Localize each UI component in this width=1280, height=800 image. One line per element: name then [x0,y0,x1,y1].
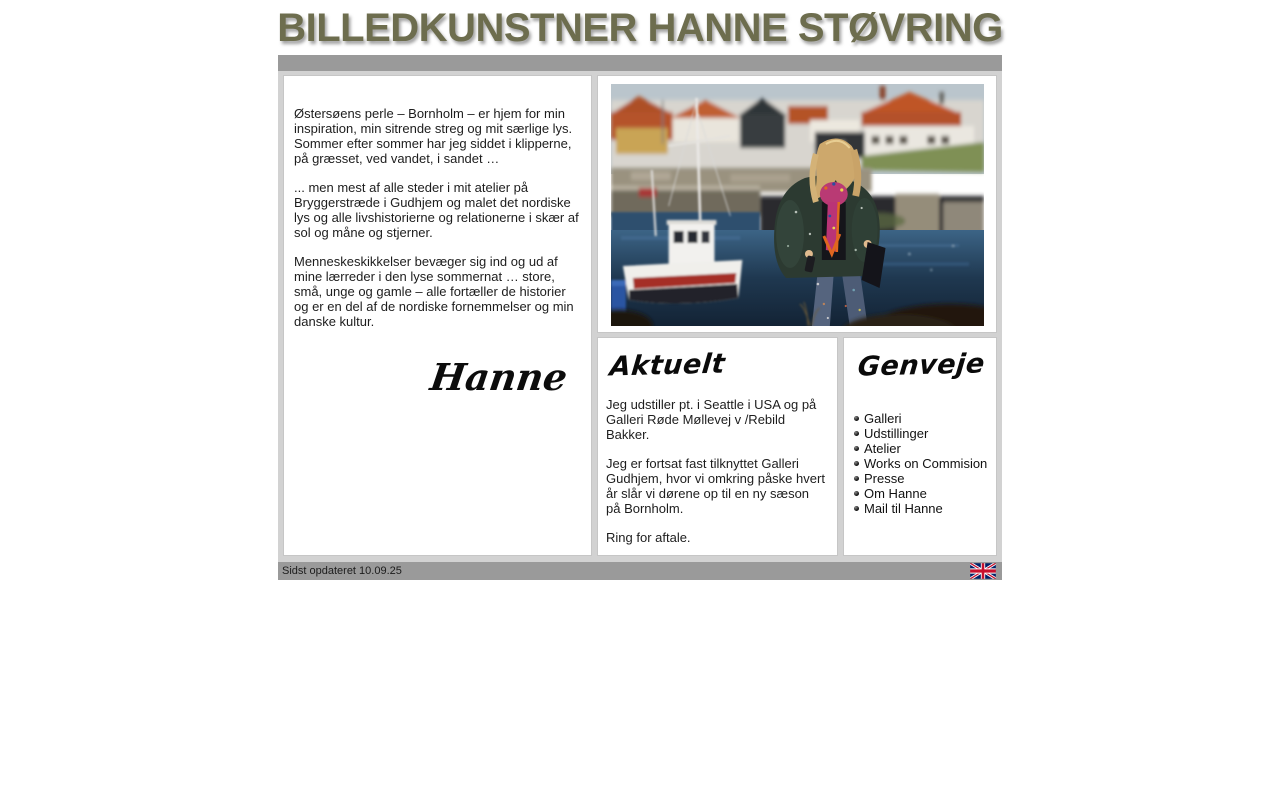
link-udstillinger[interactable] [854,426,988,441]
intro-paragraph: Østersøens perle – Bornholm – er hjem for min inspiration, min sitrende streg og mit særlige lys. Sommer efter sommer har jeg siddet i klipperne, på græsset, ved vandet, i sandet … [294,106,573,166]
content-area [278,71,1002,562]
bullet-icon [854,476,859,481]
link-label: Atelier [864,441,901,456]
link-om-hanne[interactable] [854,486,988,501]
link-label: Works on Commision [864,456,988,471]
link-label: Presse [864,471,905,486]
aktuelt-box [597,337,838,556]
link-label: Galleri [864,411,902,426]
aktuelt-paragraph: Jeg er fortsat fast tilknyttet Galleri Gudhjem, hvor vi omkring påske hvert år slår vi dørene op til en ny sæson på Bornholm. [606,456,825,516]
link-mail-til-hanne[interactable] [854,501,988,516]
link-label: Om Hanne [864,486,927,501]
top-divider-bar [278,55,1002,71]
uk-flag-icon[interactable] [970,563,996,579]
link-atelier[interactable] [854,441,988,456]
harbour-photo [611,84,984,326]
link-galleri[interactable] [854,411,988,426]
intro-paragraph: Menneskeskikkelser bevæger sig ind og ud af mine lærreder i den lyse sommernat … store, små, unge og gamle – alle fortæller de historier og er en del af de nordiske fornemmelser og min danske kultur. [294,254,574,329]
bullet-icon [854,431,859,436]
intro-paragraph: ... men mest af alle steder i mit atelier på Bryggerstræde i Gudhjem og malet det nordiske lys og alle livshistorierne og relationerne i skær af sol og måne og stjerner. [294,180,579,240]
link-works-on-commision[interactable] [854,456,988,471]
bullet-icon [854,506,859,511]
genveje-heading: Genveje [856,348,987,383]
aktuelt-heading: Aktuelt [608,348,727,383]
bullet-icon [854,446,859,451]
bullet-icon [854,416,859,421]
site-title: BILLEDKUNSTNER HANNE STØVRING [277,6,1003,50]
hanne-signature: Hanne [427,355,571,399]
intro-box [283,75,592,556]
aktuelt-paragraph: Jeg udstiller pt. i Seattle i USA og på Galleri Røde Møllevej v /Rebild Bakker. [606,397,817,442]
link-label: Mail til Hanne [864,501,943,516]
photo-box [597,75,997,333]
genveje-box [843,337,997,556]
link-presse[interactable] [854,471,988,486]
aktuelt-paragraph: Ring for aftale. [606,530,691,545]
genveje-list [854,411,988,516]
bullet-icon [854,461,859,466]
link-label: Udstillinger [864,426,929,441]
last-updated-text: Sidst opdateret 10.09.25 [282,565,402,577]
bullet-icon [854,491,859,496]
harbour-photo-illustration [611,84,984,326]
